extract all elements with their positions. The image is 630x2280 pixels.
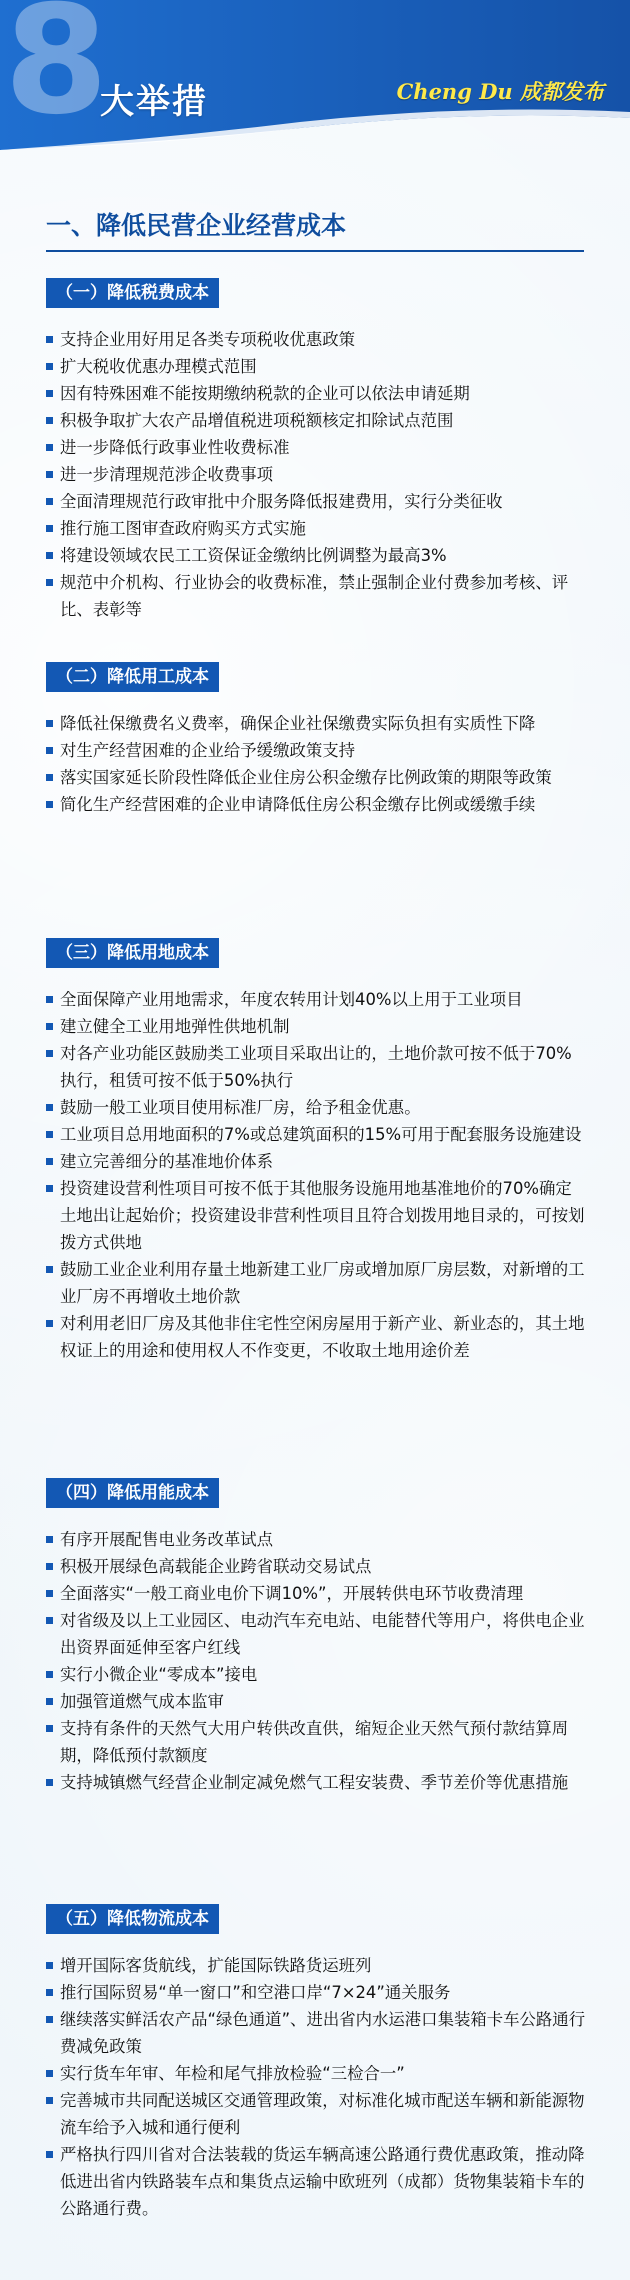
list-item: 对利用老旧厂房及其他非住宅性空闲房屋用于新产业、新业态的，其土地权证上的用途和使用权人不作变更，不收取土地用途价差	[46, 1310, 586, 1364]
list-item: 建立健全工业用地弹性供地机制	[46, 1013, 586, 1040]
list-item: 加强管道燃气成本监审	[46, 1688, 586, 1715]
item-list	[46, 1952, 586, 2222]
brand-logo-text: Cheng Du 成都发布	[396, 79, 604, 104]
subsection-badge: （五）降低物流成本	[46, 1904, 219, 1934]
subsection-energy	[46, 1478, 586, 1796]
item-list	[46, 710, 586, 818]
list-item: 支持城镇燃气经营企业制定减免燃气工程安装费、季节差价等优惠措施	[46, 1769, 586, 1796]
list-item: 严格执行四川省对合法装载的货运车辆高速公路通行费优惠政策，推动降低进出省内铁路装车点和集货点运输中欧班列（成都）货物集装箱卡车的公路通行费。	[46, 2141, 586, 2222]
list-item: 鼓励工业企业利用存量土地新建工业厂房或增加原厂房层数，对新增的工业厂房不再增收土地价款	[46, 1256, 586, 1310]
list-item: 降低社保缴费名义费率，确保企业社保缴费实际负担有实质性下降	[46, 710, 586, 737]
subsection-land	[46, 938, 586, 1364]
banner-title: 大举措	[100, 82, 208, 122]
list-item: 完善城市共同配送城区交通管理政策，对标准化城市配送车辆和新能源物流车给予入城和通行便利	[46, 2087, 586, 2141]
list-item: 投资建设营利性项目可按不低于其他服务设施用地基准地价的70%确定土地出让起始价；投资建设非营利性项目且符合划拨用地目录的，可按划拨方式供地	[46, 1175, 586, 1256]
subsection-logistics	[46, 1904, 586, 2222]
list-item: 简化生产经营困难的企业申请降低住房公积金缴存比例或缓缴手续	[46, 791, 586, 818]
list-item: 全面落实“一般工商业电价下调10%”，开展转供电环节收费清理	[46, 1580, 586, 1607]
list-item: 落实国家延长阶段性降低企业住房公积金缴存比例政策的期限等政策	[46, 764, 586, 791]
list-item: 对生产经营困难的企业给予缓缴政策支持	[46, 737, 586, 764]
subsection-tax	[46, 278, 586, 623]
list-item: 将建设领域农民工工资保证金缴纳比例调整为最高3%	[46, 542, 586, 569]
list-item: 推行施工图审查政府购买方式实施	[46, 515, 586, 542]
subsection-badge: （一）降低税费成本	[46, 278, 219, 308]
list-item: 对省级及以上工业园区、电动汽车充电站、电能替代等用户，将供电企业出资界面延伸至客户红线	[46, 1607, 586, 1661]
list-item: 全面保障产业用地需求，年度农转用计划40%以上用于工业项目	[46, 986, 586, 1013]
list-item: 积极开展绿色高载能企业跨省联动交易试点	[46, 1553, 586, 1580]
list-item: 对各产业功能区鼓励类工业项目采取出让的，土地价款可按不低于70%执行，租赁可按不低于50%执行	[46, 1040, 586, 1094]
subsection-badge: （三）降低用地成本	[46, 938, 219, 968]
list-item: 推行国际贸易“单一窗口”和空港口岸“7×24”通关服务	[46, 1979, 586, 2006]
section-heading: 一、降低民营企业经营成本	[46, 211, 347, 240]
list-item: 支持有条件的天然气大用户转供改直供，缩短企业天然气预付款结算周期，降低预付款额度	[46, 1715, 586, 1769]
item-list	[46, 1526, 586, 1796]
list-item: 扩大税收优惠办理模式范围	[46, 353, 586, 380]
list-item: 继续落实鲜活农产品“绿色通道”、进出省内水运港口集装箱卡车公路通行费减免政策	[46, 2006, 586, 2060]
list-item: 进一步降低行政事业性收费标准	[46, 434, 586, 461]
list-item: 鼓励一般工业项目使用标准厂房，给予租金优惠。	[46, 1094, 586, 1121]
list-item: 实行货车年审、年检和尾气排放检验“三检合一”	[46, 2060, 586, 2087]
subsection-labor	[46, 662, 586, 818]
item-list	[46, 986, 586, 1364]
item-list	[46, 326, 586, 623]
list-item: 因有特殊困难不能按期缴纳税款的企业可以依法申请延期	[46, 380, 586, 407]
list-item: 建立完善细分的基准地价体系	[46, 1148, 586, 1175]
list-item: 规范中介机构、行业协会的收费标准，禁止强制企业付费参加考核、评比、表彰等	[46, 569, 586, 623]
list-item: 进一步清理规范涉企收费事项	[46, 461, 586, 488]
list-item: 支持企业用好用足各类专项税收优惠政策	[46, 326, 586, 353]
list-item: 有序开展配售电业务改革试点	[46, 1526, 586, 1553]
big-number: 8	[4, 0, 109, 148]
list-item: 增开国际客货航线，扩能国际铁路货运班列	[46, 1952, 586, 1979]
list-item: 工业项目总用地面积的7%或总建筑面积的15%可用于配套服务设施建设	[46, 1121, 586, 1148]
list-item: 积极争取扩大农产品增值税进项税额核定扣除试点范围	[46, 407, 586, 434]
heading-divider	[46, 250, 584, 252]
subsection-badge: （四）降低用能成本	[46, 1478, 219, 1508]
list-item: 全面清理规范行政审批中介服务降低报建费用，实行分类征收	[46, 488, 586, 515]
list-item: 实行小微企业“零成本”接电	[46, 1661, 586, 1688]
subsection-badge: （二）降低用工成本	[46, 662, 219, 692]
top-banner	[0, 0, 630, 150]
